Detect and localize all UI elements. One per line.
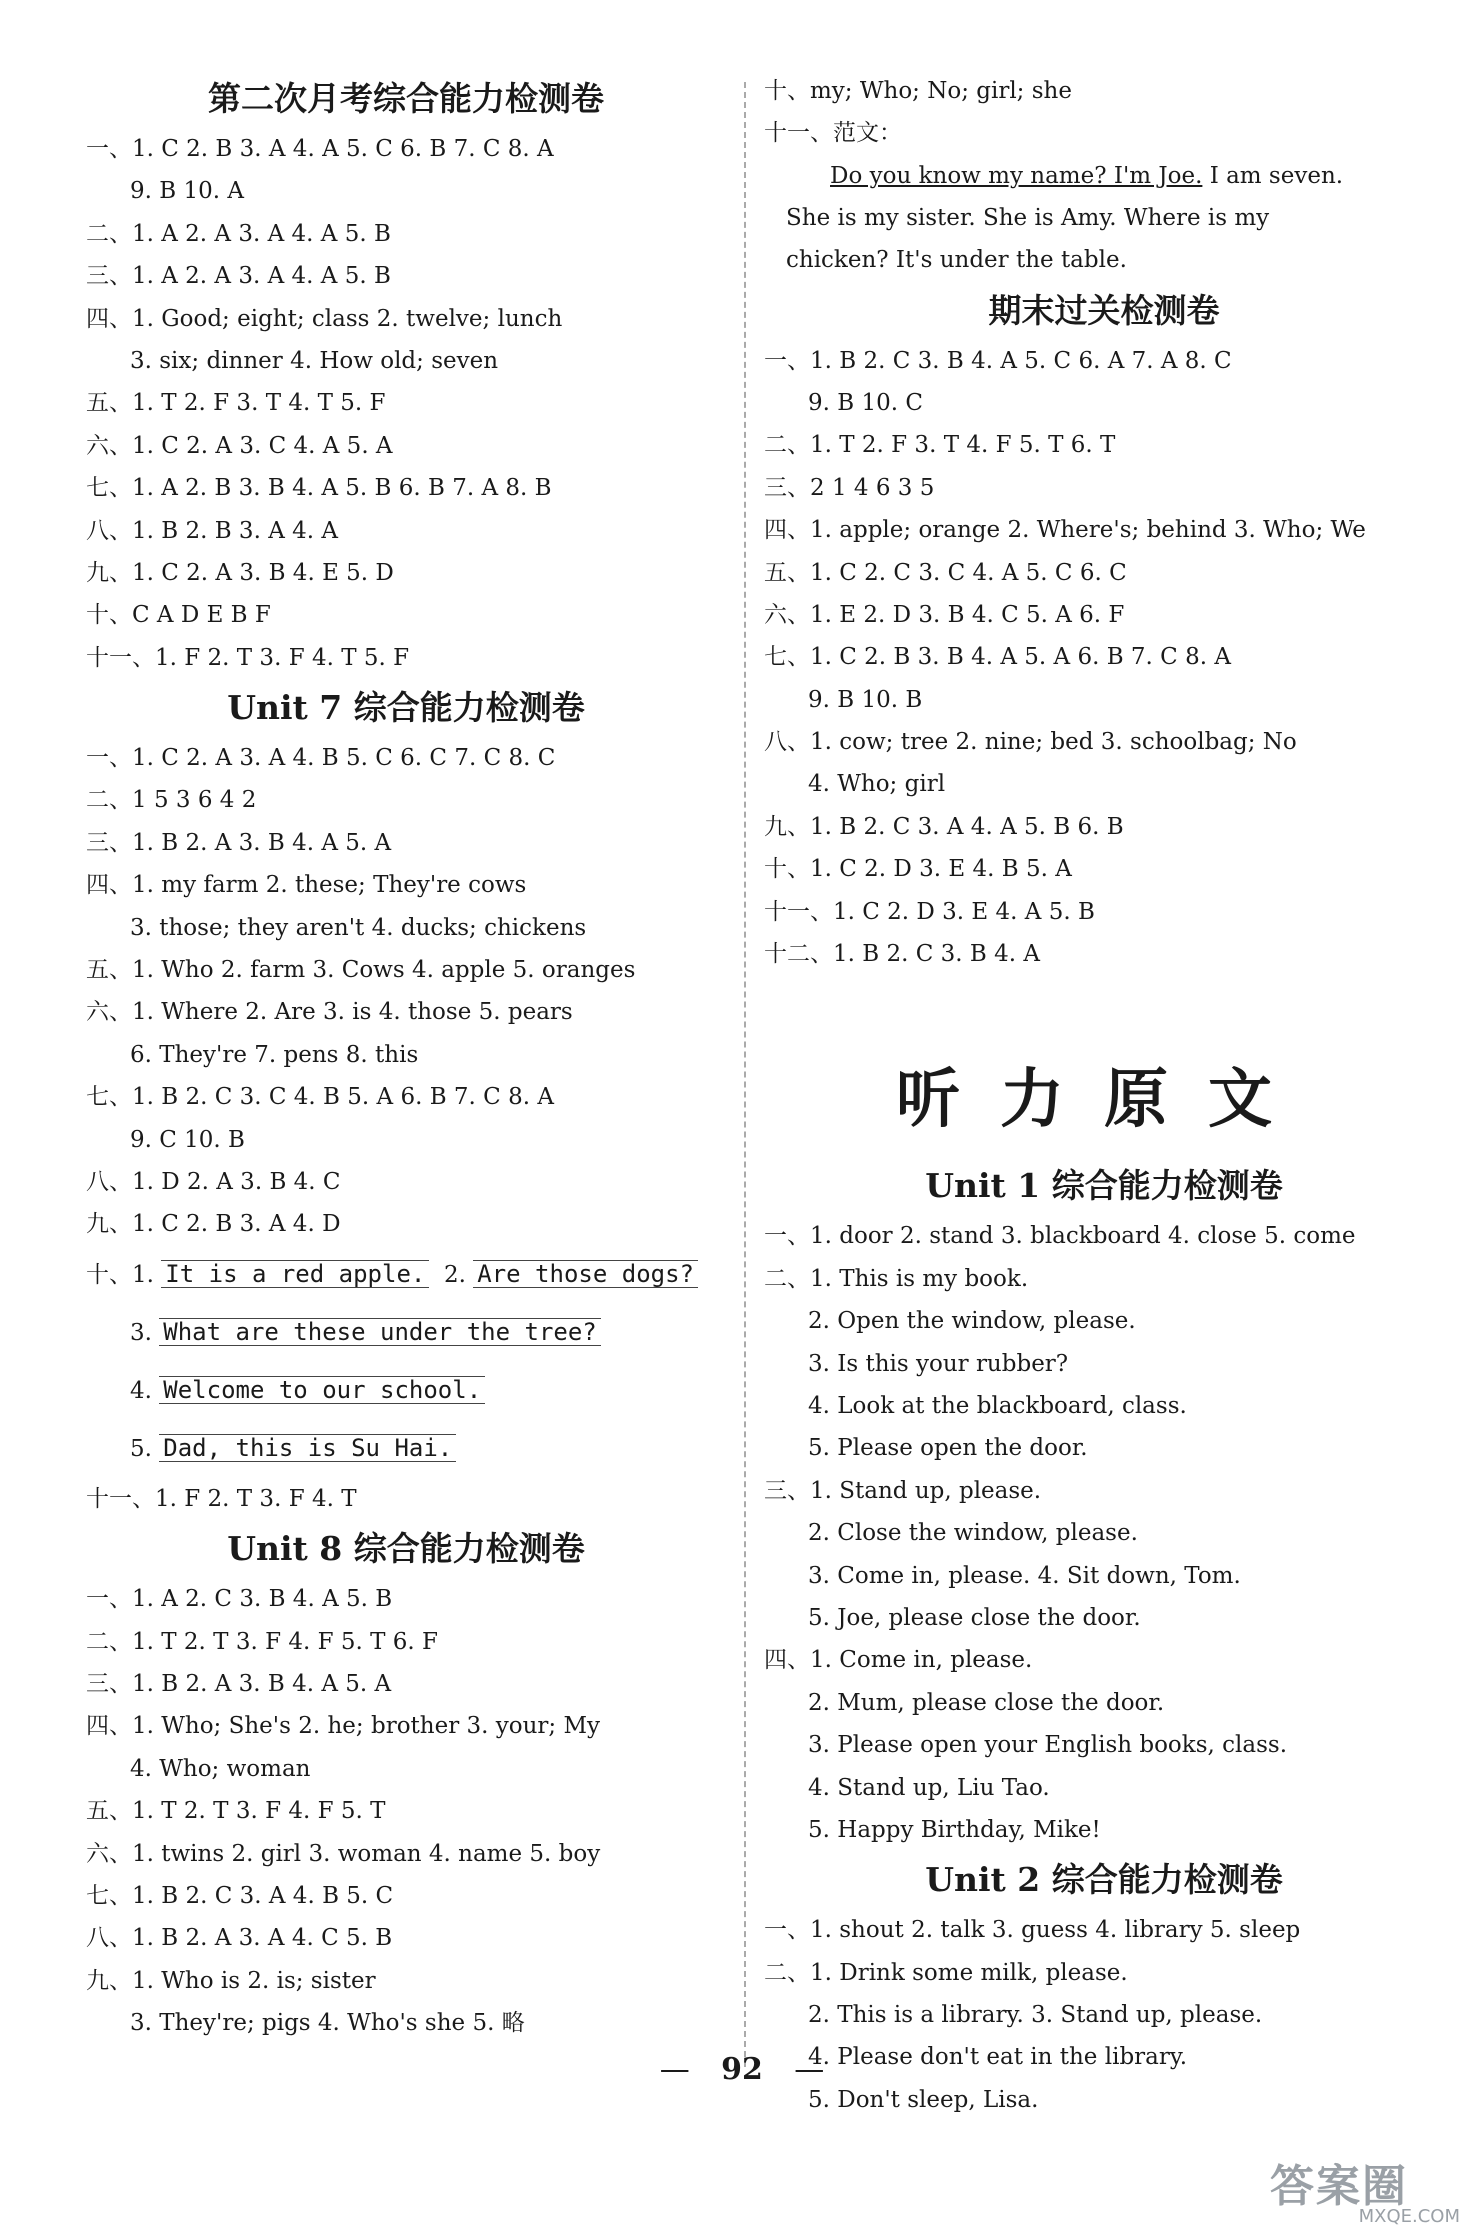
- script-line: 一、1. shout 2. talk 3. guess 4. library 5. sleep: [764, 1917, 1301, 1944]
- handwriting-answer: Are those dogs?: [473, 1260, 698, 1288]
- script-line: 2. Open the window, please.: [808, 1308, 1136, 1335]
- sample-text: I am seven.: [1209, 162, 1344, 189]
- answer-line: 六、1. twins 2. girl 3. woman 4. name 5. boy: [86, 1840, 601, 1867]
- listening-script-heading: 听力原文: [896, 1062, 1312, 1138]
- answer-line: 六、1. E 2. D 3. B 4. C 5. A 6. F: [764, 601, 1125, 628]
- answer-line: 二、1. T 2. T 3. F 4. F 5. T 6. F: [86, 1628, 438, 1655]
- answer-line: 五、1. T 2. T 3. F 4. F 5. T: [86, 1798, 386, 1825]
- script-line: 3. Is this your rubber?: [808, 1350, 1069, 1377]
- answer-line: 十二、1. B 2. C 3. B 4. A: [764, 941, 1040, 968]
- section-title: 第二次月考综合能力检测卷: [208, 79, 604, 118]
- answer-line: 四、1. Who; She's 2. he; brother 3. your; My: [86, 1713, 601, 1740]
- script-line: 2. Mum, please close the door.: [808, 1689, 1165, 1716]
- answer-line: 六、1. Where 2. Are 3. is 4. those 5. pears: [86, 999, 573, 1026]
- answer-line: 9. C 10. B: [130, 1126, 245, 1153]
- answer-line: 三、1. A 2. A 3. A 4. A 5. B: [86, 263, 391, 290]
- page-number: [0, 2052, 1484, 2087]
- sample-underlined: Do you know my name? I'm Joe.: [830, 162, 1203, 189]
- sample-essay: [764, 155, 1444, 197]
- script-line: 4. Look at the blackboard, class.: [808, 1392, 1187, 1419]
- answer-line: 九、1. Who is 2. is; sister: [86, 1967, 376, 1994]
- script-line: 4. Please don't eat in the library.: [808, 2044, 1188, 2071]
- script-line: 2. This is a library. 3. Stand up, please.: [808, 2002, 1263, 2029]
- answer-line: 二、1 5 3 6 4 2: [86, 787, 257, 814]
- answer-line: 七、1. B 2. C 3. C 4. B 5. A 6. B 7. C 8. A: [86, 1084, 554, 1111]
- answer-line: 一、1. B 2. C 3. B 4. A 5. C 6. A 7. A 8. C: [764, 347, 1232, 374]
- answer-line: 七、1. A 2. B 3. B 4. A 5. B 6. B 7. A 8. B: [86, 475, 552, 502]
- answer-line: 9. B 10. A: [130, 178, 244, 205]
- script-line: 3. Please open your English books, class.: [808, 1732, 1288, 1759]
- answer-line: 3. those; they aren't 4. ducks; chickens: [130, 914, 587, 941]
- answer-line: 八、1. cow; tree 2. nine; bed 3. schoolbag; No: [764, 729, 1297, 756]
- sample-line: She is my sister. She is Amy. Where is my: [786, 204, 1270, 231]
- section-title: Unit 2 综合能力检测卷: [925, 1860, 1283, 1900]
- item-label: 十、1.: [86, 1261, 154, 1288]
- column-divider: [744, 82, 746, 2067]
- answer-line: 三、2 1 4 6 3 5: [764, 474, 935, 501]
- answer-line: 4. Who; girl: [808, 771, 946, 798]
- script-line: 三、1. Stand up, please.: [764, 1477, 1042, 1504]
- script-line: 2. Close the window, please.: [808, 1520, 1138, 1547]
- answer-line: 二、1. T 2. F 3. T 4. F 5. T 6. T: [764, 432, 1116, 459]
- answer-line: 3. six; dinner 4. How old; seven: [130, 347, 499, 374]
- watermark-bottom: MXQE.COM: [1358, 2206, 1460, 2227]
- answer-line: 十一、1. F 2. T 3. F 4. T: [86, 1485, 357, 1512]
- item-label: 3.: [130, 1319, 152, 1346]
- handwriting-answer: What are these under the tree?: [159, 1318, 600, 1346]
- script-line: 二、1. This is my book.: [764, 1265, 1029, 1292]
- answer-line: 五、1. Who 2. farm 3. Cows 4. apple 5. oranges: [86, 957, 636, 984]
- answer-line: 十、1. C 2. D 3. E 4. B 5. A: [764, 856, 1072, 883]
- writing-line: [86, 1304, 726, 1362]
- item-label: 4.: [130, 1377, 152, 1404]
- writing-line: [86, 1420, 726, 1478]
- watermark-top: 答案圈: [1270, 2161, 1408, 2212]
- script-line: 5. Joe, please close the door.: [808, 1604, 1141, 1631]
- answer-line: 九、1. B 2. C 3. A 4. A 5. B 6. B: [764, 813, 1124, 840]
- answer-line: 六、1. C 2. A 3. C 4. A 5. A: [86, 432, 393, 459]
- answer-line: 八、1. B 2. B 3. A 4. A: [86, 517, 338, 544]
- answer-line: 6. They're 7. pens 8. this: [130, 1041, 419, 1068]
- answer-line: 一、1. A 2. C 3. B 4. A 5. B: [86, 1586, 393, 1613]
- handwriting-answer: Welcome to our school.: [159, 1376, 485, 1404]
- section-title: Unit 8 综合能力检测卷: [227, 1529, 585, 1569]
- section-title: Unit 1 综合能力检测卷: [925, 1166, 1283, 1206]
- left-column: [86, 70, 726, 2044]
- answer-line: 七、1. B 2. C 3. A 4. B 5. C: [86, 1882, 394, 1909]
- answer-line: 十、C A D E B F: [86, 602, 271, 629]
- answer-line: 五、1. T 2. F 3. T 4. T 5. F: [86, 390, 386, 417]
- answer-line: 三、1. B 2. A 3. B 4. A 5. A: [86, 1670, 392, 1697]
- page-dash: —: [794, 2052, 825, 2087]
- script-line: 一、1. door 2. stand 3. blackboard 4. close 5. come: [764, 1223, 1356, 1250]
- answer-line: 十一、1. C 2. D 3. E 4. A 5. B: [764, 898, 1095, 925]
- script-line: 5. Don't sleep, Lisa.: [808, 2086, 1039, 2113]
- page-dash: —: [659, 2052, 690, 2087]
- answer-line: 一、1. C 2. B 3. A 4. A 5. C 6. B 7. C 8. A: [86, 136, 554, 162]
- item-label: 2.: [443, 1261, 466, 1288]
- answer-line: 一、1. C 2. A 3. A 4. B 5. C 6. C 7. C 8. C: [86, 745, 556, 772]
- item-label: 5.: [130, 1435, 152, 1462]
- answer-line: 9. B 10. C: [808, 389, 923, 416]
- answer-line: 九、1. C 2. A 3. B 4. E 5. D: [86, 559, 394, 586]
- page-number-value: 92: [721, 2052, 763, 2087]
- answer-line: 9. B 10. B: [808, 686, 923, 713]
- answer-line: 八、1. B 2. A 3. A 4. C 5. B: [86, 1925, 393, 1952]
- answer-line: 四、1. apple; orange 2. Where's; behind 3. Who; We: [764, 517, 1366, 544]
- section-title: Unit 7 综合能力检测卷: [227, 688, 585, 728]
- answer-line: 四、1. Good; eight; class 2. twelve; lunch: [86, 305, 563, 332]
- answer-line: 八、1. D 2. A 3. B 4. C: [86, 1168, 341, 1195]
- writing-line: [86, 1362, 726, 1420]
- right-column: [764, 70, 1444, 2121]
- answer-line: 三、1. B 2. A 3. B 4. A 5. A: [86, 829, 392, 856]
- script-line: 二、1. Drink some milk, please.: [764, 1959, 1128, 1986]
- script-line: 5. Happy Birthday, Mike!: [808, 1816, 1101, 1843]
- script-line: 5. Please open the door.: [808, 1435, 1088, 1462]
- answer-line: 十一、1. F 2. T 3. F 4. T 5. F: [86, 644, 410, 671]
- script-line: 4. Stand up, Liu Tao.: [808, 1774, 1050, 1801]
- answer-line: 3. They're; pigs 4. Who's she 5. 略: [130, 2010, 525, 2037]
- answer-line: 十一、范文：: [764, 120, 902, 147]
- answer-line: 九、1. C 2. B 3. A 4. D: [86, 1211, 341, 1238]
- answer-line: 4. Who; woman: [130, 1755, 311, 1782]
- script-line: 四、1. Come in, please.: [764, 1647, 1033, 1674]
- script-line: 3. Come in, please. 4. Sit down, Tom.: [808, 1562, 1241, 1589]
- section-title: 期末过关检测卷: [988, 290, 1220, 330]
- answer-line: 四、1. my farm 2. these; They're cows: [86, 872, 527, 899]
- answer-line: 五、1. C 2. C 3. C 4. A 5. C 6. C: [764, 559, 1127, 586]
- answer-line: 七、1. C 2. B 3. B 4. A 5. A 6. B 7. C 8. A: [764, 644, 1231, 671]
- sample-line: chicken? It's under the table.: [786, 247, 1127, 274]
- handwriting-answer: Dad, this is Su Hai.: [159, 1434, 456, 1462]
- answer-line: 十、my; Who; No; girl; she: [764, 78, 1072, 104]
- answer-line: 二、1. A 2. A 3. A 4. A 5. B: [86, 220, 391, 247]
- handwriting-answer: It is a red apple.: [161, 1260, 429, 1288]
- watermark-logo: [1270, 2150, 1460, 2227]
- writing-line: [86, 1246, 726, 1304]
